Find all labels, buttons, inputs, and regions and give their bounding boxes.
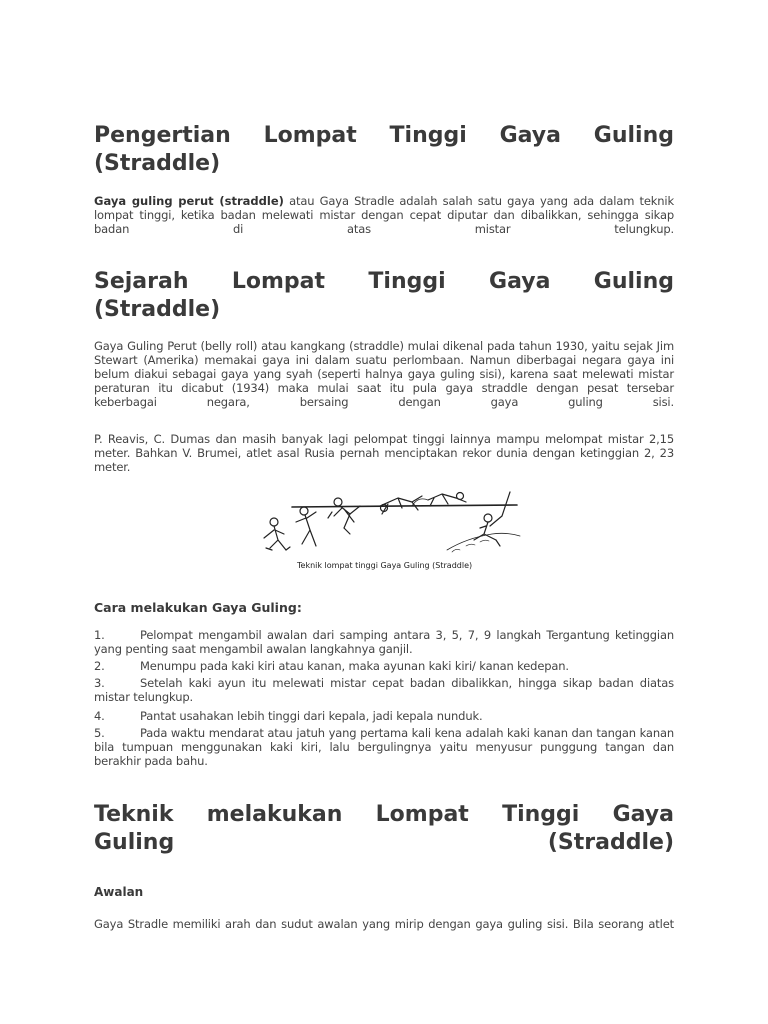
bold-lead: Gaya guling perut (straddle): [94, 194, 284, 208]
steps-list: [94, 628, 674, 768]
list-item-text: Pantat usahakan lebih tinggi dari kepala, jadi kepala nunduk.: [140, 709, 483, 723]
subheading-awalan: Awalan: [94, 885, 144, 899]
list-item-number: 2.: [94, 659, 105, 673]
list-item-text: Menumpu pada kaki kiri atau kanan, maka ayunan kaki kiri/ kanan kedepan.: [140, 659, 569, 673]
list-item-number: 5.: [94, 726, 105, 740]
section-technique: [94, 801, 674, 857]
section-definition: [94, 122, 674, 178]
list-item-number: 1.: [94, 628, 105, 642]
paragraph-awalan: Gaya Stradle memiliki arah dan sudut awalan yang mirip dengan gaya guling sisi. Bila seorang atlet: [94, 917, 674, 931]
heading-history-line2: (Straddle): [94, 297, 221, 322]
list-item-number: 3.: [94, 676, 105, 690]
list-item: [94, 659, 674, 673]
heading-definition-line1: Pengertian Lompat Tinggi Gaya Guling: [94, 123, 674, 148]
figure-caption: Teknik lompat tinggi Gaya Guling (Straddle): [297, 561, 473, 570]
section-history: [94, 268, 674, 324]
list-item: [94, 628, 674, 656]
heading-technique-line2: Guling (Straddle): [94, 830, 674, 855]
paragraph-definition: [94, 194, 674, 236]
definition-body: atau Gaya Stradle adalah salah satu gaya yang ada dalam teknik lompat tinggi, ketika badan melewati mistar dengan cepat diputar dan dibalikkan, sehingga sikap badan di atas mistar telungkup.: [94, 194, 674, 236]
paragraph-history-1: Gaya Guling Perut (belly roll) atau kangkang (straddle) mulai dikenal pada tahun 1930, yaitu sejak Jim Stewart (Amerika) memakai gaya ini dalam suatu perlombaan. Namun diberbagai negara gaya ini belum diakui sebagai gaya yang syah (seperti halnya gaya guling sisi), karena saat melewati mistar peraturan itu dicabut (1934) maka mulai saat itu pula gaya straddle dengan pesat tersebar keberbagai negara, bersaing dengan gaya guling sisi.: [94, 339, 674, 409]
list-item: [94, 709, 674, 723]
list-item-text: Setelah kaki ayun itu melewati mistar cepat badan dibalikkan, hingga sikap badan diatas mistar telungkup.: [94, 676, 674, 704]
heading-history-line1: Sejarah Lompat Tinggi Gaya Guling: [94, 269, 674, 294]
list-item-number: 4.: [94, 709, 105, 723]
list-item-text: Pelompat mengambil awalan dari samping antara 3, 5, 7, 9 langkah Tergantung ketinggian yang penting saat mengambil awalan langkahnya ganjil.: [94, 628, 674, 656]
paragraph-history-2: P. Reavis, C. Dumas dan masih banyak lagi pelompat tinggi lainnya mampu melompat mistar 2,15 meter. Bahkan V. Brumei, atlet asal Rusia pernah menciptakan rekor dunia dengan ketinggian 2, 23 meter.: [94, 432, 674, 474]
list-item: [94, 726, 674, 768]
steps-heading: Cara melakukan Gaya Guling:: [94, 600, 302, 615]
list-item-text: Pada waktu mendarat atau jatuh yang pertama kali kena adalah kaki kanan dan tangan kanan bila tumpuan menggunakan kaki kiri, lalu bergulingnya yaitu menyusur punggung tangan dan berakhir pada bahu.: [94, 726, 674, 768]
list-item: [94, 676, 674, 704]
heading-technique-line1: Teknik melakukan Lompat Tinggi Gaya: [94, 802, 674, 827]
heading-definition-line2: (Straddle): [94, 151, 221, 176]
